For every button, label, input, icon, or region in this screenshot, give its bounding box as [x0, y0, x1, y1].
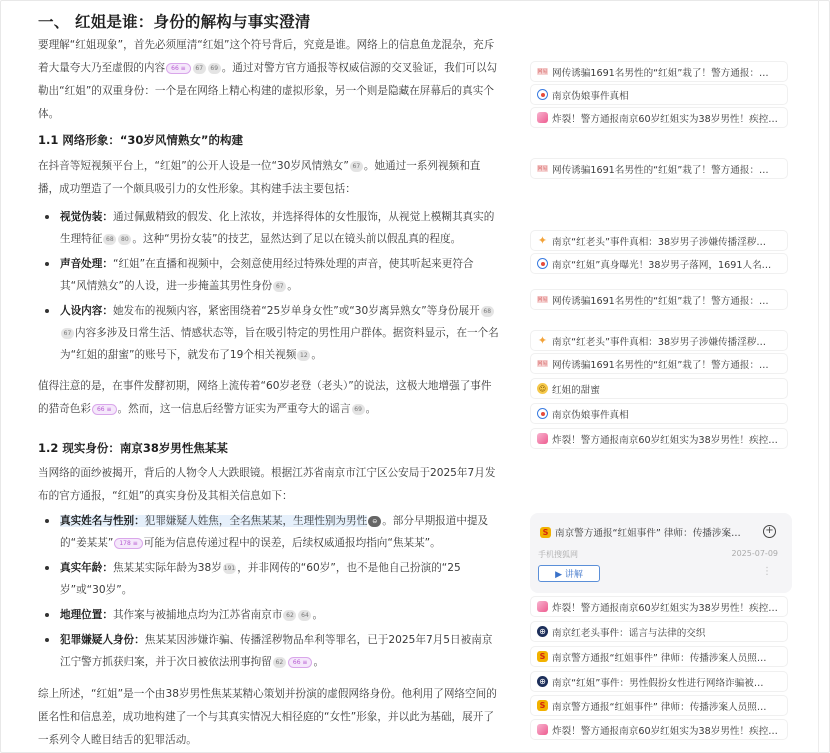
source-card[interactable] [530, 378, 788, 399]
citation-badge[interactable]: 191 [223, 565, 236, 572]
sohu-icon: S [537, 700, 548, 711]
source-card-expanded[interactable] [530, 513, 792, 593]
wangyi-icon: 网易 [537, 69, 548, 75]
source-title: 网传诱骗1691名男性的“红姐”栽了！警方通报：… [552, 359, 769, 371]
citation-badge[interactable]: 67 [273, 281, 286, 292]
citation-badge[interactable]: 66 ≡ [166, 63, 191, 74]
citation-badge[interactable]: 67 [193, 63, 206, 74]
wangyi-icon: 网易 [537, 297, 548, 303]
summary-paragraph: 综上所述，“红姐”是一个由38岁男性焦某某精心策划并扮演的虚假网络身份。他利用了网络空间的匿名性和信息差，成功地构建了一个与其真实情况大相径庭的“女性”形象，并以此为基础，展开了一系列令人瞠目结舌的犯罪活动。 [38, 688, 497, 746]
citation-badge[interactable]: 68 [481, 306, 494, 317]
source-title: 网传诱骗1691名男性的“红姐”栽了！警方通报：… [552, 67, 769, 79]
list-item: 人设内容：她发布的视频内容，紧密围绕着“25岁单身女性”或“30岁离异熟女”等身份展开 6867 内容多涉及日常生活、情感状态等，旨在吸引特定的男性用户群体。据资料显示，在一个名为“红姐的甜蜜”的账号下，就发布了19个相关视频 12 。 [38, 300, 500, 366]
list-item: 犯罪嫌疑人身份：焦某某因涉嫌诈骗、传播淫秽物品牟利等罪名，已于2025年7月5日被南京江宁警方抓获归案，并于次日被依法刑事拘留 62 66 ≡ 。 [38, 629, 500, 673]
source-card[interactable] [530, 403, 788, 424]
citation-badge[interactable]: ⊖ [368, 516, 381, 527]
source-card[interactable] [530, 671, 788, 692]
app-pink-icon [537, 433, 548, 444]
source-card[interactable] [530, 719, 788, 740]
app-pink-icon [537, 601, 548, 612]
star-icon: ✦ [537, 334, 548, 347]
more-options-icon[interactable]: ⋮ [762, 566, 772, 577]
emoji-face-icon: ☺ [538, 384, 547, 393]
citation-badge[interactable]: 62 [283, 610, 296, 621]
source-title: 南京警方通报“红姐事件” 律师：传播涉案… [555, 528, 741, 539]
source-title: 南京伪娘事件真相 [552, 90, 629, 102]
citation-badge[interactable]: 64 [298, 610, 311, 621]
source-card[interactable] [530, 61, 788, 82]
app-pink-icon [537, 724, 548, 735]
list-item: 视觉伪装：通过佩戴精致的假发、化上浓妆，并选择得体的女性服饰，从视觉上模糊其真实的生理特征 68 80 。这种“男扮女装”的技艺，显然达到了足以在镜头前以假乱真的程度。 [38, 206, 500, 250]
source-card[interactable] [530, 107, 788, 128]
source-title: 南京红老头事件：谣言与法律的交织 [552, 627, 706, 639]
source-card[interactable] [530, 695, 788, 716]
source-card[interactable] [530, 84, 788, 105]
source-title: 南京“红姐”真身曝光！38岁男子落网，1691人名… [552, 259, 772, 271]
source-title: 网传诱骗1691名男性的“红姐”栽了！警方通报：… [552, 164, 769, 176]
citation-badge[interactable]: 66 ≡ [288, 657, 313, 668]
section-heading: 一、 红姐是谁：身份的解构与事实澄清 [38, 13, 311, 31]
navy-circle-icon: ⊕ [537, 676, 548, 687]
source-title: 炸裂！警方通报南京60岁红姐实为38岁男性！疾控… [552, 113, 778, 125]
baidu-icon [537, 89, 548, 100]
source-title: 南京“红姐”事件：男性假扮女性进行网络诈骗被… [552, 677, 764, 689]
citation-badge[interactable]: 69 [208, 63, 221, 74]
sohu-icon: S [537, 651, 548, 662]
source-card[interactable] [530, 621, 788, 642]
source-card[interactable] [530, 289, 788, 310]
citation-badge[interactable]: 178 ≡ [114, 538, 142, 549]
subsection-heading: 1.2 现实身份：南京38岁男性焦某某 [38, 441, 228, 455]
citation-badge[interactable]: 12 [297, 350, 310, 361]
citation-badge[interactable]: 68 [103, 234, 116, 245]
wangyi-icon: 网易 [537, 166, 548, 172]
source-title: 南京警方通报“红姐事件” 律师：传播涉案人员照… [552, 701, 767, 713]
list-item: 地理位置：其作案与被捕地点均为江苏省南京市 62 64 。 [38, 604, 500, 626]
source-title: 南京“红老头”事件真相：38岁男子涉嫌传播淫秽… [552, 236, 767, 248]
source-card[interactable] [530, 253, 788, 274]
list-item: 真实姓名与性别：犯罪嫌疑人姓焦，全名焦某某，生理性别为男性 ⊖ 。部分早期报道中提及的“姜某某” 178 ≡ 可能为信息传递过程中的误差，后续权威通报均指向“焦某某”。 [38, 510, 500, 554]
paragraph: 值得注意的是，在事件发酵初期，网络上流传着“60岁老登（老头）”的说法，这极大地增强了事件的猎奇色彩 66 ≡ 。然而，这一信息后经警方证实为严重夸大的谣言 69 。 [38, 380, 492, 415]
explain-button[interactable]: ▶ 讲解 [538, 565, 600, 582]
source-title: 南京“红老头”事件真相：38岁男子涉嫌传播淫秽… [552, 336, 767, 348]
citation-badge[interactable]: 62 [273, 657, 286, 668]
source-card[interactable] [530, 330, 788, 351]
citation-badge[interactable]: 66 ≡ [92, 404, 117, 415]
source-title: 南京伪娘事件真相 [552, 409, 629, 421]
list-item: 真实年龄：焦某某实际年龄为38岁 191 ，并非网传的“60岁”，也不是他自己扮演的“25岁”或“30岁”。 [38, 557, 500, 601]
scrollbar-track[interactable] [818, 0, 819, 753]
source-title: 网传诱骗1691名男性的“红姐”栽了！警方通报：… [552, 295, 769, 307]
navy-circle-icon: ⊕ [537, 626, 548, 637]
citation-badge[interactable]: 80 [118, 234, 131, 245]
citation-badge[interactable]: 67 [61, 328, 74, 339]
source-card[interactable] [530, 646, 788, 667]
source-site: 手机搜狐网 [538, 550, 578, 559]
subsection-heading: 1.1 网络形象：“30岁风情熟女”的构建 [38, 133, 243, 147]
sohu-icon: S [540, 527, 551, 538]
source-card[interactable] [530, 353, 788, 374]
paragraph: 在抖音等短视频平台上，“红姐”的公开人设是一位“30岁风情熟女” 67 。她通过一系列视频和直播，成功塑造了一个颇具吸引力的女性形象。其构建手法主要包括： [38, 160, 481, 195]
list-item: 声音处理：“红姐”在直播和视频中，会刻意使用经过特殊处理的声音，使其听起来更符合其“风情熟女”的人设，进一步掩盖其男性身份 67 。 [38, 253, 500, 297]
star-icon: ✦ [537, 234, 548, 247]
source-title: 炸裂！警方通报南京60岁红姐实为38岁男性！疾控… [552, 602, 778, 614]
source-card[interactable] [530, 158, 788, 179]
add-circle-icon[interactable]: + [763, 525, 776, 538]
source-title-row[interactable] [540, 525, 741, 539]
source-card[interactable] [530, 428, 788, 449]
source-card[interactable] [530, 230, 788, 251]
source-card[interactable] [530, 596, 788, 617]
paragraph: 当网络的面纱被揭开，背后的人物令人大跌眼镜。根据江苏省南京市江宁区公安局于2025年7月发布的官方通报，“红姐”的真实身份及其相关信息如下： [38, 467, 496, 502]
bullet-list [38, 510, 500, 676]
source-date: 2025-07-09 [731, 549, 778, 558]
source-title: 炸裂！警方通报南京60岁红姐实为38岁男性！疾控… [552, 434, 778, 446]
app-pink-icon [537, 112, 548, 123]
bullet-list [38, 206, 500, 369]
baidu-icon [537, 258, 548, 269]
citation-badge[interactable]: 69 [352, 404, 365, 415]
source-title: 南京警方通报“红姐事件” 律师：传播涉案人员照… [552, 652, 767, 664]
wangyi-icon: 网易 [537, 361, 548, 367]
source-title: 红姐的甜蜜 [552, 384, 600, 396]
citation-badge[interactable]: 67 [350, 161, 363, 172]
source-title: 炸裂！警方通报南京60岁红姐实为38岁男性！疾控… [552, 725, 778, 737]
baidu-icon [537, 408, 548, 419]
intro-paragraph: 要理解“红姐现象”，首先必须厘清“红姐”这个符号背后，究竟是谁。网络上的信息鱼龙混杂，充斥着大量夸大乃至虚假的内容 66 ≡ 67 69 。通过对警方官方通报等权威信源的交叉验证，我们可以勾勒出“红姐”的双重身份：一个是在网络上精心构建的虚拟形象，另一个则是隐藏在屏幕后的真实个体。 [38, 39, 498, 120]
